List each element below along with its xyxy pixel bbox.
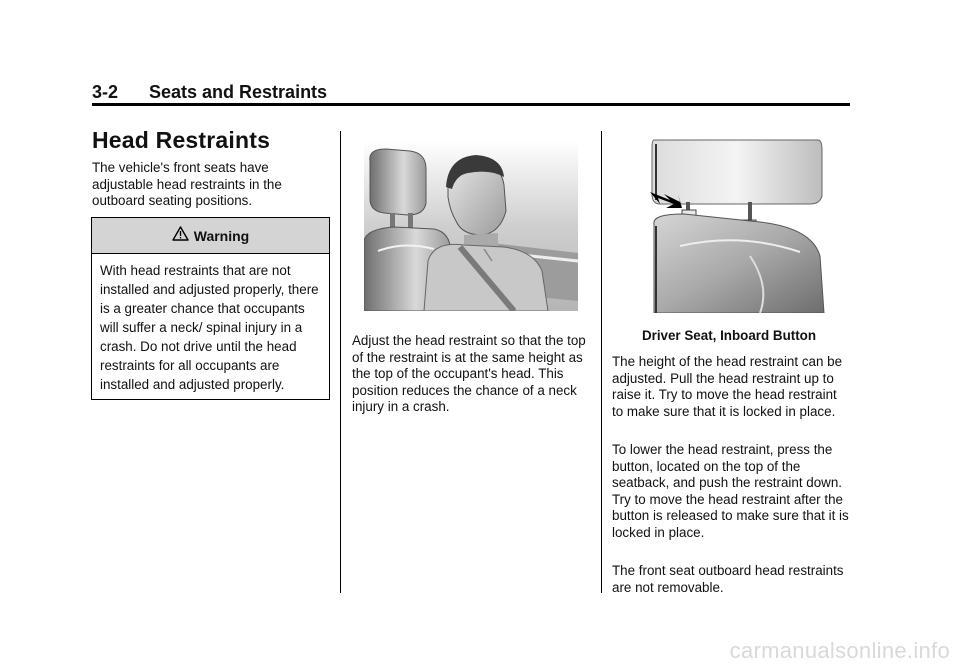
header-divider — [92, 103, 850, 106]
column-divider-1 — [340, 131, 341, 593]
page-title: Head Restraints — [92, 127, 271, 153]
column-divider-2 — [601, 131, 602, 593]
middle-paragraph: Adjust the head restraint so that the top of the restraint is at the same height as the top of the occupant's head. This position reduces the chance of a neck injury in a crash. — [352, 333, 586, 414]
warning-box — [91, 217, 330, 400]
figure-caption: Driver Seat, Inboard Button — [641, 328, 817, 343]
head-restraint-button-illustration — [620, 136, 826, 313]
warning-triangle-icon — [172, 226, 189, 246]
intro-paragraph: The vehicle's front seats have adjustable head restraints in the outboard seating positions. — [92, 160, 282, 208]
warning-text: With head restraints that are not installed and adjusted properly, there is a greater chance that occupants will suffer a neck/ spinal injury in a crash. Do not drive until the head restraints for all occupants are installed and adjusted properly. — [100, 263, 319, 392]
watermark: carmanualsonline.info — [729, 638, 950, 663]
right-paragraph-2: To lower the head restraint, press the button, located on the top of the seatback, and push the restraint down. Try to move the head restraint after the button is released to make sure that it is locked in place. — [612, 442, 849, 540]
page-number: 3-2 — [92, 82, 119, 102]
section-title: Seats and Restraints — [149, 82, 328, 102]
occupant-head-restraint-illustration — [364, 141, 578, 311]
warning-header — [92, 218, 329, 254]
right-paragraph-1: The height of the head restraint can be adjusted. Pull the head restraint up to raise it. Try to move the head restraint to make sure that it is locked in place. — [612, 354, 843, 419]
right-paragraph-3: The front seat outboard head restraints are not removable. — [612, 563, 844, 595]
warning-label: Warning — [193, 227, 250, 244]
